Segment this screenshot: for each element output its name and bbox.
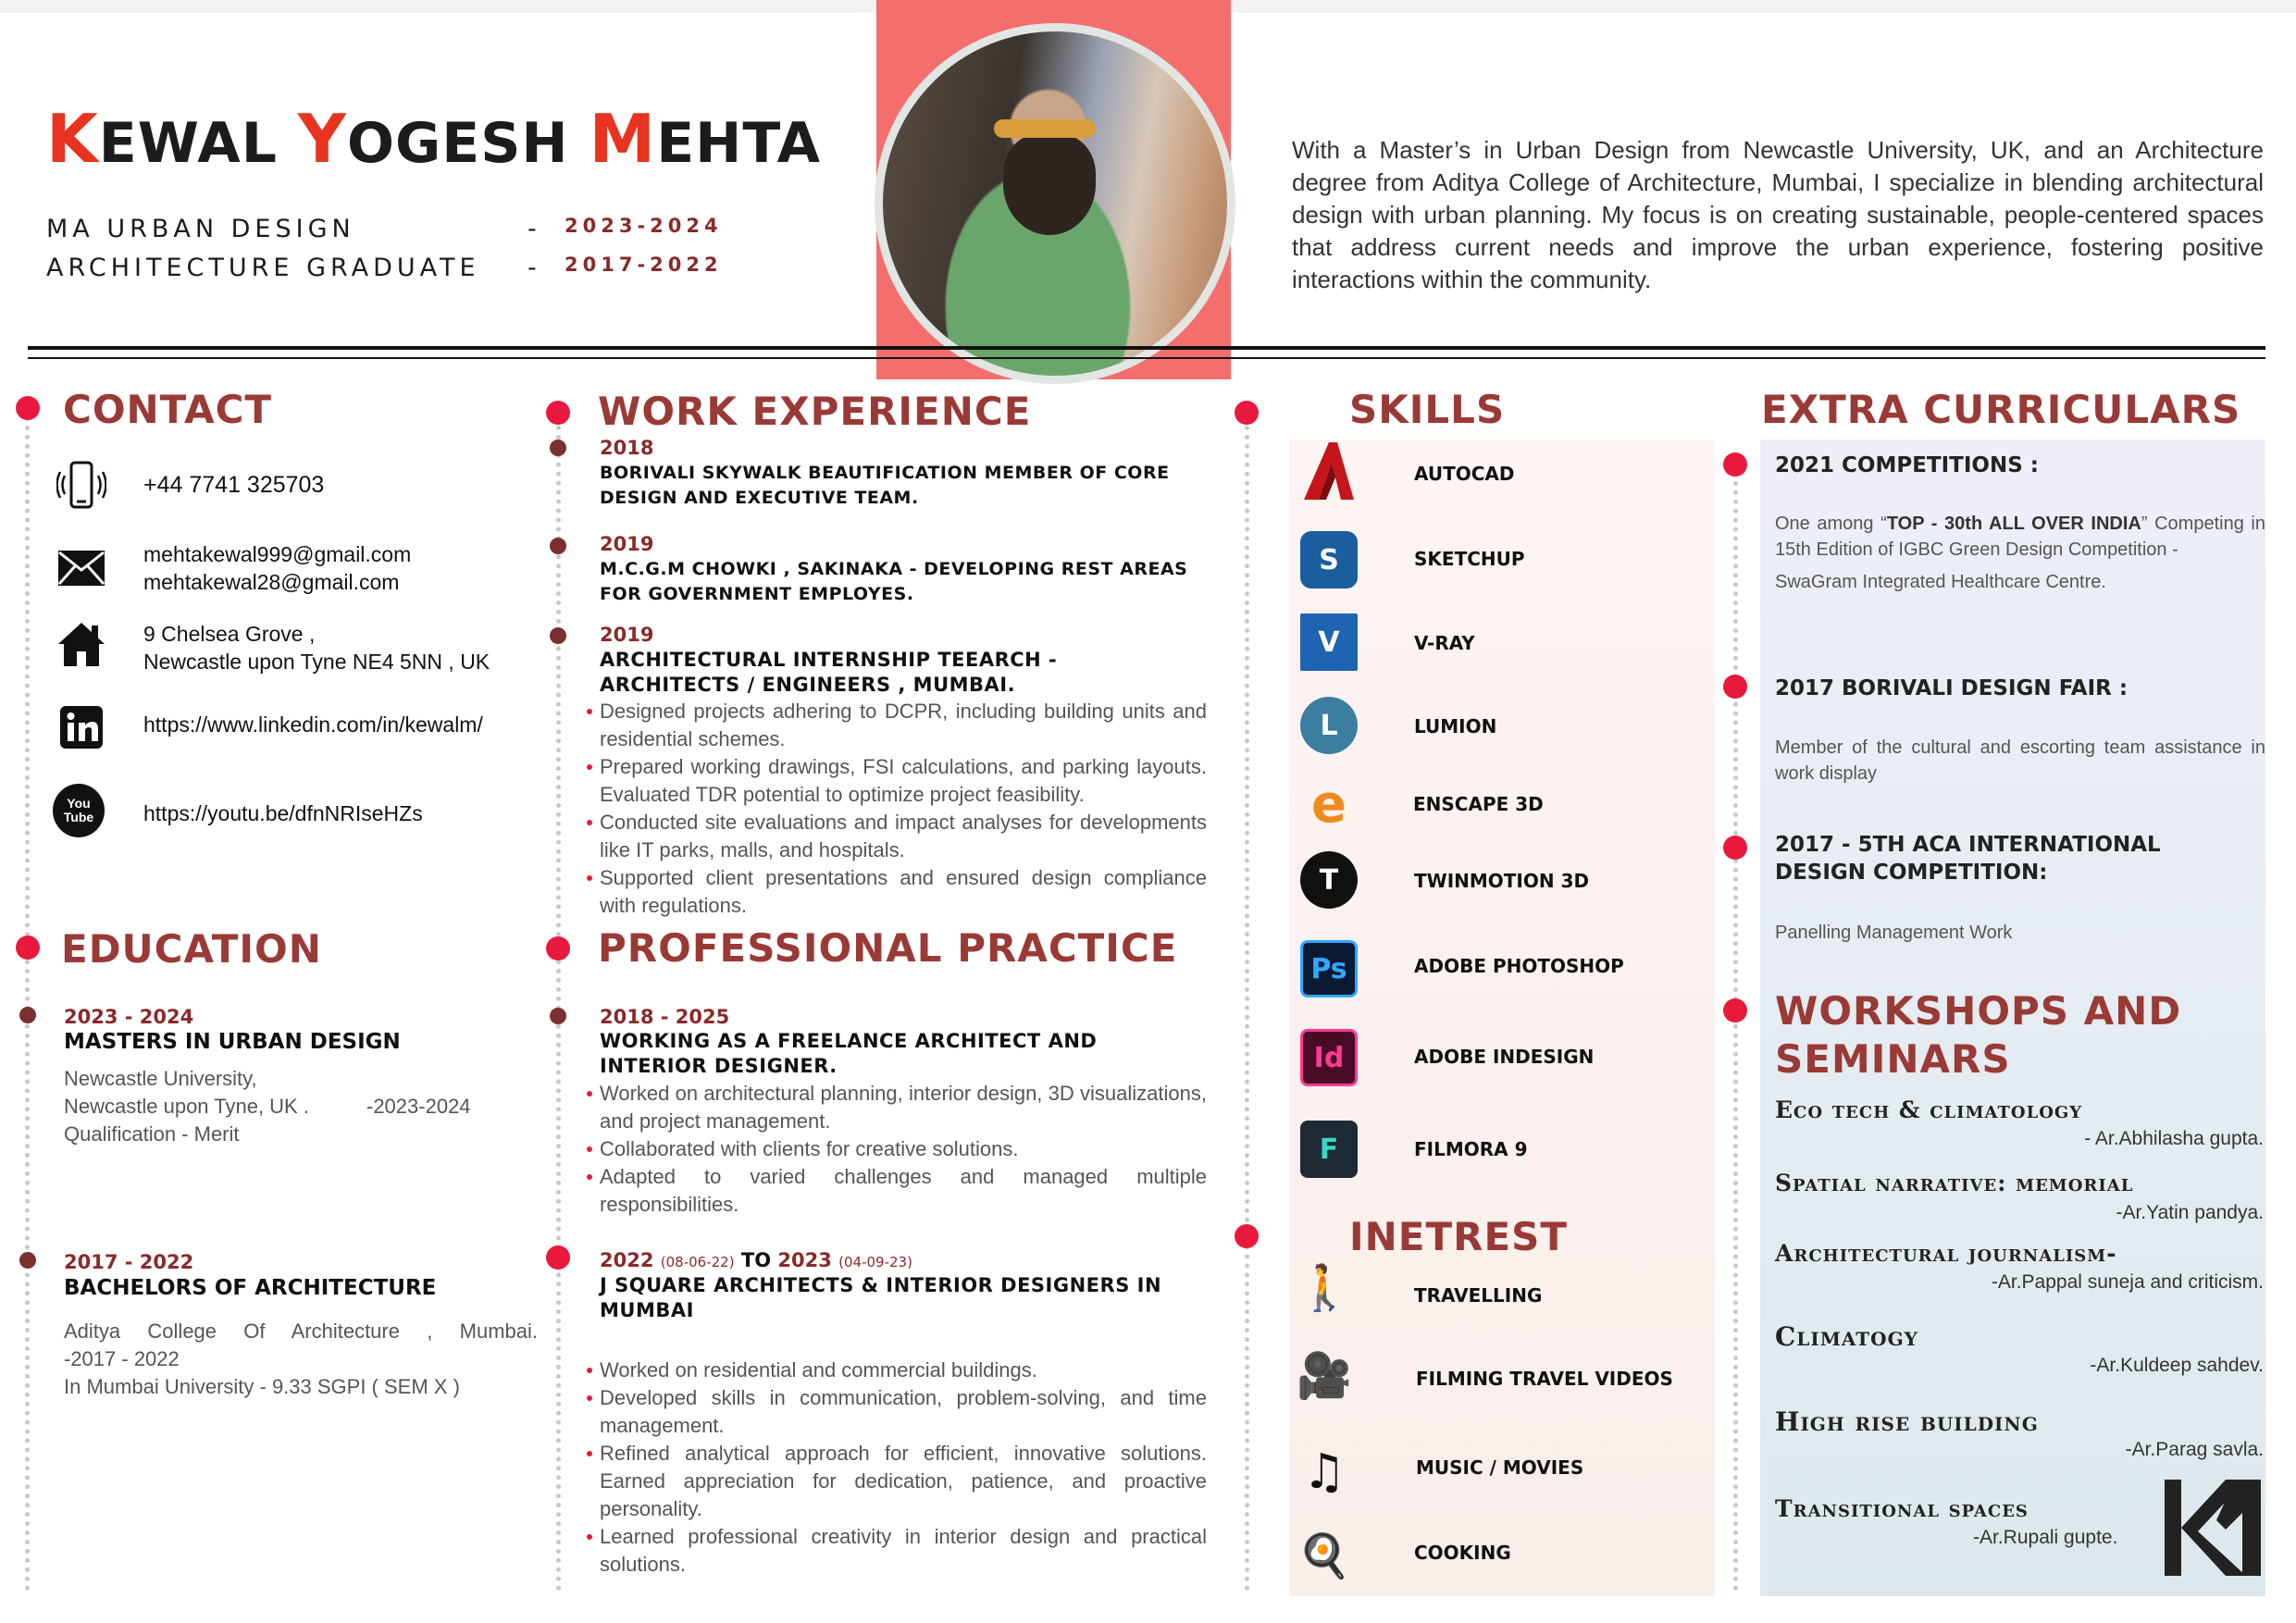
- bullet-item: Refined analytical approach for efficient, innovative solutions. Earned appreciation for dedication, patience, and proactive personality.: [587, 1440, 1207, 1523]
- education-detail: Newcastle University, Newcastle upon Tyne, UK . -2023-2024 Qualification - Merit: [64, 1067, 471, 1146]
- timeline-dot: [550, 627, 566, 644]
- practice-title: WORKING AS A FREELANCE ARCHITECT AND INTERIOR DESIGNER.: [600, 1030, 1098, 1077]
- timeline-dot: [16, 935, 40, 960]
- vray-icon: V: [1300, 613, 1358, 671]
- workshop-speaker: -Ar.Pappal suneja and criticism.: [1991, 1271, 2264, 1293]
- linkedin-link[interactable]: https://www.linkedin.com/in/kewalm/: [143, 712, 483, 737]
- education-detail: Aditya College Of Architecture , Mumbai. -2017 - 2022 In Mumbai University - 9.33 SGPI ( SEM X ): [64, 1319, 538, 1398]
- work-title: M.C.G.M CHOWKI , SAKINAKA - DEVELOPING REST AREAS FOR GOVERNMENT EMPLOYES.: [600, 559, 1188, 604]
- bullet-item: Designed projects adhering to DCPR, including building units and residential schemes.: [587, 698, 1207, 753]
- bullet-item: Adapted to varied challenges and managed multiple responsibilities.: [587, 1163, 1207, 1219]
- interest-heading: INETREST: [1349, 1214, 1569, 1259]
- skill-vray: V V-RAY: [1300, 613, 1358, 671]
- degree-ma: MA URBAN DESIGN - 2023-2024: [46, 215, 723, 243]
- lumion-icon: L: [1300, 697, 1358, 754]
- mail-icon: [56, 542, 107, 594]
- skill-lumion: L LUMION: [1300, 697, 1358, 754]
- skill-autocad: AUTOCAD: [1300, 442, 1358, 500]
- bullet-item: Conducted site evaluations and impact analyses for developments like IT parks, malls, and hospitals.: [587, 809, 1207, 864]
- extra-title: 2017 - 5TH ACA INTERNATIONAL DESIGN COMPETITION:: [1775, 833, 2161, 885]
- email-secondary[interactable]: mehtakewal28@gmail.com: [143, 570, 400, 594]
- work-year: 2018: [600, 437, 654, 459]
- practice-bullets: [587, 1080, 1207, 1219]
- autocad-icon: [1300, 442, 1358, 500]
- twinmotion-icon: T: [1300, 851, 1358, 909]
- skill-photoshop: Ps ADOBE PHOTOSHOP: [1300, 940, 1358, 997]
- timeline-dot: [550, 538, 566, 554]
- bullet-item: Prepared working drawings, FSI calculations, and parking layouts. Evaluated TDR potential to optimize project feasibility.: [587, 753, 1207, 809]
- music-notes-icon: ♫: [1302, 1444, 1347, 1500]
- chef-hat-icon: 🍳: [1297, 1530, 1351, 1580]
- practice-years: 2018 - 2025: [600, 1006, 730, 1028]
- practice-heading: PROFESSIONAL PRACTICE: [598, 925, 1178, 971]
- about-summary: With a Master’s in Urban Design from Newcastle University, UK, and an Architecture degree from Aditya College of Architecture, Mumbai, I specialize in blending architectural design with urban planning. My focus is on creating sustainable, people-centered spaces that address current needs and improve the urban experience, fostering positive interactions within the community.: [1292, 136, 2264, 293]
- timeline-contact: [25, 416, 30, 1592]
- education-years: 2017 - 2022: [64, 1251, 194, 1273]
- skill-enscape: e ENSCAPE 3D: [1300, 775, 1358, 833]
- timeline-dot: [16, 396, 40, 420]
- bullet-item: Collaborated with clients for creative solutions.: [587, 1135, 1207, 1163]
- header-divider-thin: [28, 357, 2265, 359]
- workshop-title: Eco tech & climatology: [1775, 1096, 2083, 1123]
- phone-icon: [56, 459, 107, 511]
- workshop-title: Spatial narrative: memorial: [1775, 1170, 2134, 1196]
- bullet-item: Learned professional creativity in interior design and practical solutions.: [587, 1523, 1207, 1579]
- workshop-title: Architectural journalism-: [1775, 1240, 2117, 1267]
- work-year: 2019: [600, 624, 654, 646]
- workshop-speaker: -Ar.Parag savla.: [2125, 1439, 2264, 1460]
- workshop-title: Climatogy: [1775, 1321, 1918, 1352]
- timeline-dot: [546, 936, 570, 960]
- interest-cooking: 🍳 COOKING: [1296, 1527, 1353, 1584]
- skill-sketchup: S SKETCHUP: [1300, 531, 1358, 588]
- work-heading: WORK EXPERIENCE: [598, 389, 1032, 434]
- bullet-item: Worked on residential and commercial buildings.: [587, 1357, 1207, 1384]
- extra-body: One among “TOP - 30th ALL OVER INDIA” Competing in 15th Edition of IGBC Green Design Competition -: [1775, 514, 2265, 560]
- timeline-dot: [1235, 401, 1259, 425]
- timeline-dot: [546, 401, 570, 425]
- practice-bullets: [587, 1357, 1207, 1579]
- practice-title: J SQUARE ARCHITECTS & INTERIOR DESIGNERS IN MUMBAI: [600, 1274, 1162, 1321]
- address-line-1: 9 Chelsea Grove ,: [143, 622, 316, 646]
- hiker-icon: 🚶: [1297, 1261, 1352, 1314]
- workshop-speaker: -Ar.Yatin pandya.: [2116, 1202, 2264, 1223]
- timeline-dot: [19, 1007, 36, 1023]
- extra-heading: EXTRA CURRICULARS: [1761, 387, 2241, 432]
- linkedin-icon: [56, 701, 107, 753]
- extra-title: 2017 BORIVALI DESIGN FAIR :: [1775, 676, 2128, 700]
- bullet-item: Supported client presentations and ensured design compliance with regulations.: [587, 864, 1207, 920]
- workshops-heading-2: SEMINARS: [1775, 1036, 2011, 1082]
- phone-number[interactable]: +44 7741 325703: [143, 472, 325, 498]
- bullet-item: Worked on architectural planning, interior design, 3D visualizations, and project management.: [587, 1080, 1207, 1135]
- workshop-title: Transitional spaces: [1775, 1495, 2029, 1522]
- timeline-dot: [1723, 675, 1747, 699]
- work-bullets: [587, 698, 1207, 920]
- film-camera-icon: 🎥: [1297, 1349, 1352, 1402]
- indesign-icon: Id: [1300, 1029, 1358, 1086]
- interest-music: ♫ MUSIC / MOVIES: [1296, 1443, 1353, 1501]
- extra-body: SwaGram Integrated Healthcare Centre.: [1775, 572, 2106, 592]
- skill-twinmotion: T TWINMOTION 3D: [1300, 851, 1358, 909]
- photoshop-icon: Ps: [1300, 940, 1358, 997]
- timeline-dot: [1235, 1224, 1259, 1248]
- timeline-dot: [550, 440, 566, 456]
- bullet-item: Developed skills in communication, problem-solving, and time management.: [587, 1384, 1207, 1440]
- timeline-dot: [1723, 836, 1747, 860]
- interest-travelling: 🚶 TRAVELLING: [1296, 1258, 1353, 1316]
- practice-dates: 2022 (08-06-22) TO 2023 (04-09-23): [600, 1249, 912, 1271]
- sketchup-icon: S: [1300, 531, 1358, 588]
- profile-photo: [875, 23, 1235, 384]
- timeline-dot: [1723, 998, 1747, 1022]
- work-title: ARCHITECTURAL INTERNSHIP TEEARCH - ARCHITECTS / ENGINEERS , MUMBAI.: [600, 649, 1058, 696]
- workshops-heading: WORKSHOPS AND: [1775, 988, 2182, 1034]
- interest-filming: 🎥 FILMING TRAVEL VIDEOS: [1296, 1346, 1353, 1404]
- work-title: BORIVALI SKYWALK BEAUTIFICATION MEMBER OF CORE DESIGN AND EXECUTIVE TEAM.: [600, 463, 1170, 508]
- extra-body: Member of the cultural and escorting team assistance in work display: [1775, 737, 2265, 784]
- skill-filmora: F FILMORA 9: [1300, 1121, 1358, 1178]
- workshop-speaker: - Ar.Abhilasha gupta.: [2084, 1128, 2264, 1149]
- timeline-dot: [19, 1252, 36, 1269]
- enscape-icon: e: [1311, 774, 1347, 835]
- skills-heading: SKILLS: [1349, 387, 1506, 432]
- timeline-dot: [550, 1008, 566, 1024]
- contact-heading: CONTACT: [63, 387, 273, 432]
- youtube-icon: You Tube: [53, 785, 105, 836]
- degree-architecture: ARCHITECTURE GRADUATE - 2017-2022: [46, 254, 723, 282]
- education-title: BACHELORS OF ARCHITECTURE: [64, 1276, 437, 1300]
- filmora-icon: F: [1300, 1121, 1358, 1178]
- timeline-dot: [1723, 452, 1747, 477]
- timeline-dot: [546, 1245, 570, 1270]
- work-year: 2019: [600, 533, 654, 555]
- skill-indesign: Id ADOBE INDESIGN: [1300, 1029, 1358, 1086]
- home-icon: [56, 618, 107, 670]
- education-years: 2023 - 2024: [64, 1006, 194, 1028]
- email-primary[interactable]: mehtakewal999@gmail.com: [143, 542, 412, 566]
- full-name: KEWAL YOGESH MEHTA: [46, 100, 822, 178]
- education-heading: EDUCATION: [61, 926, 322, 972]
- timeline-skills: [1245, 426, 1249, 1592]
- workshop-speaker: -Ar.Kuldeep sahdev.: [2090, 1355, 2264, 1376]
- workshop-title: High rise building: [1775, 1406, 2039, 1437]
- youtube-link[interactable]: https://youtu.be/dfnNRIseHZs: [143, 801, 423, 825]
- km-monogram-logo: [2161, 1476, 2265, 1580]
- address-line-2: Newcastle upon Tyne NE4 5NN , UK: [143, 650, 490, 674]
- timeline-extra: [1733, 453, 1738, 1592]
- extra-title: 2021 COMPETITIONS :: [1775, 453, 2039, 477]
- education-title: MASTERS IN URBAN DESIGN: [64, 1030, 401, 1054]
- header-divider: [28, 346, 2265, 350]
- workshop-speaker: -Ar.Rupali gupte.: [1973, 1527, 2118, 1548]
- extra-body: Panelling Management Work: [1775, 923, 2013, 943]
